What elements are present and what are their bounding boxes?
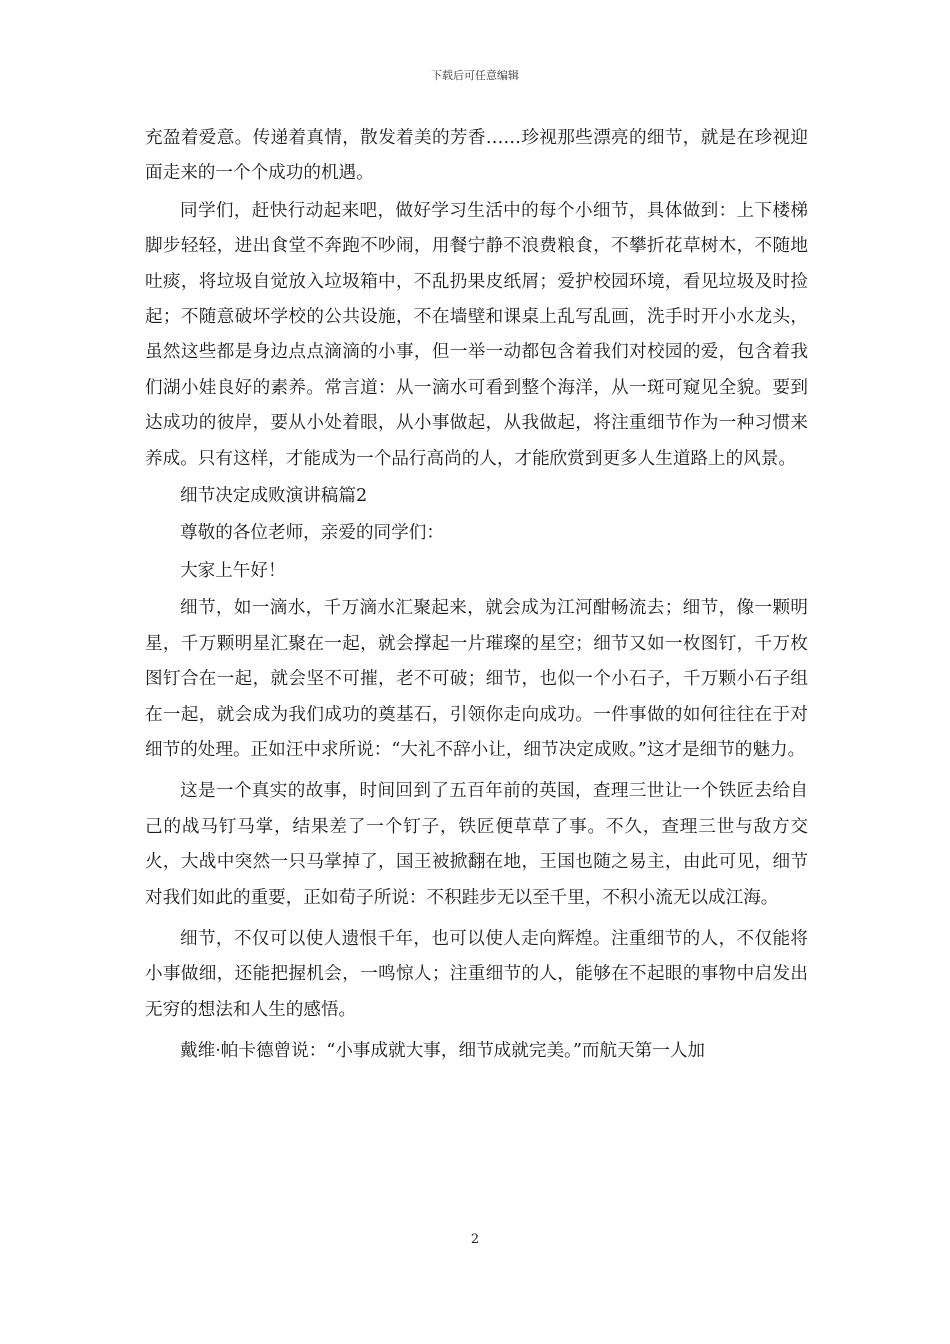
salutation: 尊敬的各位老师，亲爱的同学们： xyxy=(180,523,444,544)
paragraph-importance: 细节，不仅可以使人遗恨千年，也可以使人走向辉煌。注重细节的人，不仅能将小事做细，还能把握机会，一鸣惊人；注重细节的人，能够在不起眼的事物中启发出无穷的想法和人生的感悟。 xyxy=(145,928,808,1020)
paragraph-detail-metaphor: 细节，如一滴水，千万滴水汇聚起来，就会成为江河酣畅流去；细节，像一颗明星，千万颗明星汇聚在一起，就会撑起一片璀璨的星空；细节又如一枚图钉，千万枚图钉合在一起，就会坚不可摧，老不可破；细节，也似一个小石子，千万颗小石子组在一起，就会成为我们成功的奠基石，引领你走向成功。一件事做的如何往往在于对细节的处理。正如汪中求所说：“大礼不辞小让，细节决定成败。”这才是细节的魅力。 xyxy=(145,598,808,760)
paragraph-continuation: 充盈着爱意。传递着真情，散发着美的芳香……珍视那些漂亮的细节，就是在珍视迎面走来的一个个成功的机遇。 xyxy=(145,128,808,184)
paragraph-quote: 戴维·帕卡德曾说：“小事成就大事，细节成就完美。”而航天第一人加 xyxy=(180,1041,706,1062)
page-header: 下载后可任意编辑 xyxy=(431,69,519,82)
section-heading: 细节决定成败演讲稿篇2 xyxy=(180,486,368,507)
document-body xyxy=(145,121,808,1070)
page-number: 2 xyxy=(470,1232,480,1247)
paragraph-story: 这是一个真实的故事，时间回到了五百年前的英国，查理三世让一个铁匠去给自己的战马钉马掌，结果差了一个钉子，铁匠便草草了事。不久，查理三世与敌方交火，大战中突然一只马掌掉了，国王被掀翻在地，王国也随之易主，由此可见，细节对我们如此的重要，正如荀子所说：不积跬步无以至千里，不积小流无以成江海。 xyxy=(145,781,808,908)
greeting: 大家上午好！ xyxy=(180,560,286,581)
paragraph-action-call: 同学们，赶快行动起来吧，做好学习生活中的每个小细节，具体做到：上下楼梯脚步轻轻，进出食堂不奔跑不吵闹，用餐宁静不浪费粮食，不攀折花草树木，不随地吐痰，将垃圾自觉放入垃圾箱中，不乱扔果皮纸屑；爱护校园环境，看见垃圾及时捡起；不随意破坏学校的公共设施，不在墙壁和课桌上乱写乱画，洗手时开小水龙头，虽然这些都是身边点点滴滴的小事，但一举一动都包含着我们对校园的爱，包含着我们湖小娃良好的素养。常言道：从一滴水可看到整个海洋，从一斑可窥见全貌。要到达成功的彼岸，要从小处着眼，从小事做起，从我做起，将注重细节作为一种习惯来养成。只有这样，才能成为一个品行高尚的人，才能欣赏到更多人生道路上的风景。 xyxy=(145,200,808,469)
